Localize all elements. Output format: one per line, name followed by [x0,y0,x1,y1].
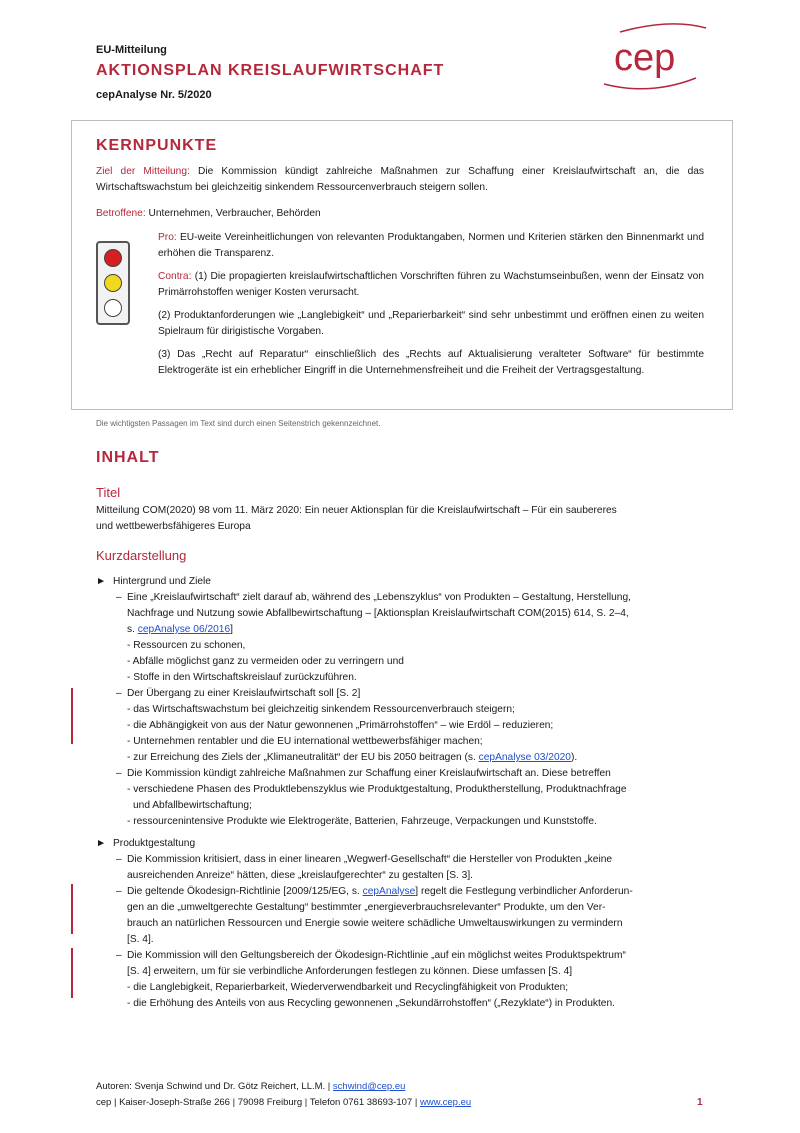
s1-line-5: - Abfälle möglichst ganz zu vermeiden oder zu verringern und [127,656,404,667]
dash-icon: – [116,592,122,603]
marking-note: Die wichtigsten Passagen im Text sind durch einen Seitenstrich gekennzeichnet. [96,419,381,428]
s1-line-10: - Unternehmen rentabler und die EU international wettbewerbsfähiger machen; [127,736,483,747]
title-heading: Titel [96,485,121,500]
affected-paragraph [96,206,704,222]
dash-icon: – [116,854,122,865]
footer-address-text: cep | Kaiser-Joseph-Straße 266 | 79098 Freiburg | Telefon 0761 38693-107 | [96,1097,418,1108]
s1-line-3 [127,622,233,638]
title-line-2: und wettbewerbsfähigeres Europa [96,521,251,532]
s2-line-5: brauch an natürlichen Ressourcen und Energie sowie weitere schädliche Umweltauswirkungen zu vermindern [127,918,623,929]
dash-icon: – [116,886,122,897]
contra-1-paragraph [158,269,704,300]
s1-line-11-post: ). [570,752,578,763]
s1-line-3-pre: s. [127,624,135,635]
s2-line-8: [S. 4] erweitern, um für sie verbindliche Anforderungen festlegen zu können. Diese umfassen [S. 4] [127,966,573,977]
s2-line-3-pre: Die geltende Ökodesign-Richtlinie [2009/125/EG, s. [127,886,360,897]
s1-line-11-pre: - zur Erreichung des Ziels der „Klimaneutralität“ der EU bis 2050 beitragen (s. [127,752,476,763]
contra-1-text: (1) Die propagierten kreislaufwirtschaftlichen Vorschriften führen zu Wachstumseinbußen, wenn der Einsatz von Primärrohstoffen weniger Kosten verursacht. [158,271,704,298]
cep-analysis-link-03-2020[interactable]: cepAnalyse 03/2020 [478,752,571,763]
s1-line-2: Nachfrage und Nutzung sowie Abfallbewirtschaftung – [Aktionsplan Kreislaufwirtschaft COM(2015) 614, S. 2–4, [127,608,629,619]
s2-line-4: gen an die „umweltgerechte Gestaltung“ bestimmter „energieverbrauchsrelevanter“ Produkte, um den Ver- [127,902,606,913]
dash-icon: – [116,950,122,961]
s2-line-9: - die Langlebigkeit, Reparierbarkeit, Wiederverwendbarkeit und Recyclingfähigkeit von Produkten; [127,982,569,993]
yellow-lamp [104,274,122,292]
traffic-light-icon [96,241,130,325]
section-heading-product-design: Produktgestaltung [113,838,196,849]
content-title: INHALT [96,449,160,466]
cep-analysis-link-ecodesign[interactable]: cepAnalyse [362,886,416,897]
s1-line-1: Eine „Kreislaufwirtschaft“ zielt darauf ab, während des „Lebenszyklus“ von Produkten – Gestaltung, Herstellung, [127,592,631,603]
analysis-number: cepAnalyse Nr. 5/2020 [96,89,212,101]
objective-label: Ziel der Mitteilung: [96,166,190,177]
s1-line-15: - ressourcenintensive Produkte wie Elektrogeräte, Batterien, Fahrzeuge, Verpackungen und Kunststoffe. [127,816,597,827]
margin-mark [71,948,73,998]
s1-line-8: - das Wirtschaftswachstum bei gleichzeitig sinkendem Ressourcenverbrauch steigern; [127,704,515,715]
dash-icon: – [116,688,122,699]
off-lamp [104,299,122,317]
s2-line-6: [S. 4]. [127,934,154,945]
key-points-title: KERNPUNKTE [96,137,218,154]
summary-heading: Kurzdarstellung [96,548,187,563]
s1-line-12: Die Kommission kündigt zahlreiche Maßnahmen zur Schaffung einer Kreislaufwirtschaft an. Diese betreffen [127,768,611,779]
s2-line-10: - die Erhöhung des Anteils von aus Recycling gewonnenen „Sekundärrohstoffen“ („Rezyklate“) in Produkten. [127,998,615,1009]
objective-paragraph [96,164,704,195]
margin-mark [71,884,73,934]
s2-line-3-post: ] regelt die Festlegung verbindlicher Anforderun- [415,886,633,897]
document-type: EU-Mitteilung [96,44,167,56]
s1-line-6: - Stoffe in den Wirtschaftskreislauf zurückzuführen. [127,672,357,683]
cep-logo [600,22,710,92]
bullet-icon: ► [96,576,107,587]
s1-line-3-post: ] [230,624,233,635]
pro-label: Pro: [158,232,177,243]
footer-address [96,1097,471,1108]
bullet-icon: ► [96,838,107,849]
section-heading-background: Hintergrund und Ziele [113,576,211,587]
s2-line-3 [127,884,633,900]
s1-line-9: - die Abhängigkeit von aus der Natur gewonnenen „Primärrohstoffen“ – wie Erdöl – reduzieren; [127,720,554,731]
affected-label: Betroffene: [96,208,146,219]
contra-2-paragraph: (2) Produktanforderungen wie „Langlebigkeit“ und „Reparierbarkeit“ sind sehr unbestimmt und eröffnen einen zu weiten Spielraum für dirigistische Vorgaben. [158,310,704,337]
dash-icon: – [116,768,122,779]
pro-text: EU-weite Vereinheitlichungen von relevanten Produktangaben, Normen und Kriterien stärken den Binnenmarkt und erhöhen die Transparenz. [158,232,704,259]
document-title: AKTIONSPLAN KREISLAUFWIRTSCHAFT [96,62,445,79]
s2-line-7: Die Kommission will den Geltungsbereich der Ökodesign-Richtlinie „auf ein möglichst weites Produktspektrum“ [127,950,626,961]
affected-text: Unternehmen, Verbraucher, Behörden [148,208,321,219]
author-email-link[interactable]: schwind@cep.eu [332,1081,406,1092]
s2-line-2: ausreichenden Anreize“ hätten, diese „kreislaufgerechter“ zu gestalten [S. 3]. [127,870,474,881]
logo-text: cep [614,37,676,79]
page-number: 1 [697,1097,703,1108]
website-link[interactable]: www.cep.eu [419,1097,472,1108]
s1-line-4: - Ressourcen zu schonen, [127,640,246,651]
red-lamp [104,249,122,267]
title-line-1: Mitteilung COM(2020) 98 vom 11. März 2020: Ein neuer Aktionsplan für die Kreislaufwirtschaft – Für ein saubereres [96,505,617,516]
contra-3-paragraph: (3) Das „Recht auf Reparatur“ einschließlich des „Rechts auf Aktualisierung veralteter Software“ für bestimmte Elektrogeräte ist ein erheblicher Eingriff in die Unternehmensfreiheit und die Freiheit der Vertragsgestaltung. [158,349,704,376]
s1-line-11 [127,750,577,766]
contra-label: Contra: [158,271,192,282]
margin-mark [71,688,73,744]
objective-text: Die Kommission kündigt zahlreiche Maßnahmen zur Schaffung einer Kreislaufwirtschaft an, die das Wirtschaftswachstum bei gleichzeitig sinkendem Ressourcenverbrauch steigern sollen. [96,166,705,193]
s1-line-13: - verschiedene Phasen des Produktlebenszyklus wie Produktgestaltung, Produktherstellung, Produktnachfrage [127,784,627,795]
footer-authors [96,1081,405,1092]
cep-analysis-link-06-2016[interactable]: cepAnalyse 06/2016 [137,624,231,635]
pro-paragraph [158,230,704,261]
footer-authors-text: Autoren: Svenja Schwind und Dr. Götz Reichert, LL.M. | [96,1081,331,1092]
s2-line-1: Die Kommission kritisiert, dass in einer linearen „Wegwerf-Gesellschaft“ die Hersteller von Produkten „keine [127,854,613,865]
s1-line-7: Der Übergang zu einer Kreislaufwirtschaft soll [S. 2] [127,688,361,699]
s1-line-14: und Abfallbewirtschaftung; [133,800,252,811]
